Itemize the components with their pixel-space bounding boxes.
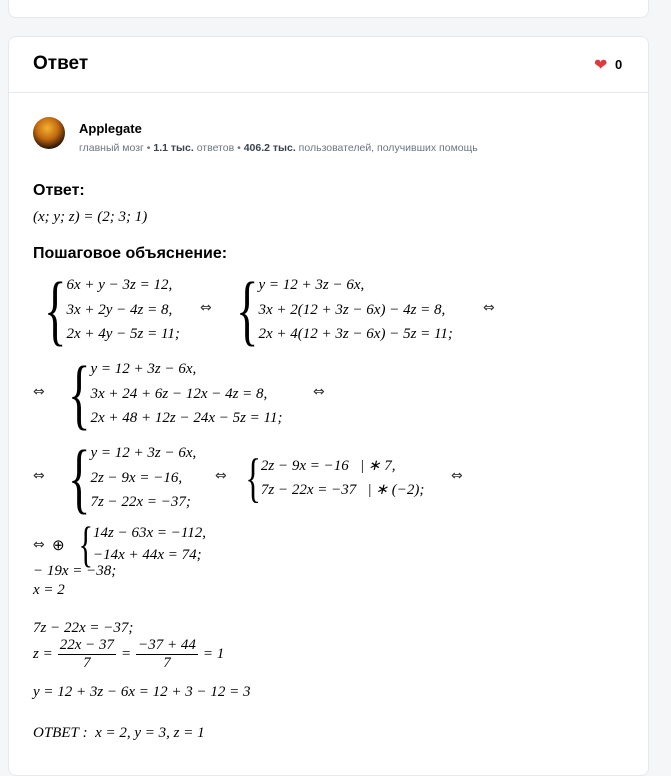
equals: = [121, 646, 132, 662]
denominator: 7 [163, 655, 171, 671]
equation: 3x + 2y − 4z = 8, [66, 301, 173, 318]
denominator: 7 [83, 655, 91, 671]
equivalence-icon: ⇔ [483, 300, 495, 316]
equivalence-icon: ⇔ [313, 384, 325, 400]
equation: y = 12 + 3z − 6x, [258, 277, 365, 294]
equation: 7z − 22x = −37; [90, 494, 191, 511]
answer-card [8, 36, 649, 776]
equivalence-icon: ⇔ [33, 537, 45, 553]
brace-icon: { [245, 448, 261, 508]
equation: 2x + 48 + 12z − 24x − 5z = 11; [90, 410, 283, 427]
equation: 3x + 2(12 + 3z − 6x) − 4z = 8, [258, 301, 446, 318]
z-result: = 1 [202, 646, 225, 662]
equivalence-icon: ⇔ [33, 468, 45, 484]
system-5 [235, 448, 425, 508]
final-answer: ОТВЕТ : x = 2, y = 3, z = 1 [33, 725, 205, 741]
equation: 2z − 9x = −16, [90, 469, 183, 486]
explanation-heading: Пошаговое объяснение: [33, 245, 228, 262]
equation: 2x + 4(12 + 3z − 6x) − 5z = 11; [258, 326, 453, 343]
equivalence-icon: ⇔ [451, 468, 463, 484]
equation: −14x + 44x = 74; [93, 547, 202, 563]
oplus-icon: ⊕ [52, 538, 65, 554]
previous-card [8, 0, 649, 18]
author-rank: главный мозг [79, 142, 144, 154]
answer-title: Ответ [33, 53, 89, 74]
answer-value: (x; y; z) = (2; 3; 1) [33, 209, 148, 225]
numerator: 22x − 37 [59, 637, 114, 653]
equation-y: y = 12 + 3z − 6x = 12 + 3 − 12 = 3 [33, 684, 251, 700]
fraction [58, 637, 116, 672]
system-1 [29, 266, 180, 353]
brace-icon: { [78, 516, 93, 572]
heart-icon[interactable]: ❤ [594, 57, 608, 74]
equation: y = 12 + 3z − 6x, [90, 361, 197, 378]
equivalence-icon: ⇔ [33, 384, 45, 400]
answer-header [9, 37, 648, 93]
answers-label: ответов [196, 142, 235, 154]
system-6 [69, 516, 206, 572]
system-2 [221, 266, 453, 353]
numerator: −37 + 44 [138, 637, 196, 653]
equation: 2z − 9x = −16 | ∗ 7, [260, 457, 396, 474]
answer-heading: Ответ: [33, 182, 85, 199]
equation-7z: 7z − 22x = −37; [33, 620, 134, 636]
equivalence-icon: ⇔ [200, 300, 212, 316]
equation-z [33, 637, 224, 672]
brace-icon: { [67, 434, 91, 521]
helped-count: 406.2 тыс. [243, 142, 296, 154]
brace-icon: { [67, 350, 91, 437]
avatar[interactable] [33, 117, 65, 149]
brace-icon: { [235, 266, 259, 353]
fraction [136, 637, 198, 672]
author-meta: главный мозг • 1.1 тыс. ответов • 406.2 тыс. пользователей, получивших помощь [79, 142, 478, 154]
equation: 2x + 4y − 5z = 11; [66, 326, 180, 343]
equation-sum: − 19x = −38; [33, 563, 117, 579]
equivalence-icon: ⇔ [215, 468, 227, 484]
equation: 14z − 63x = −112, [93, 525, 206, 541]
system-4 [53, 434, 197, 521]
z-prefix: z = [33, 646, 53, 662]
equation-x: x = 2 [33, 582, 65, 598]
helped-label: пользователей, получивших помощь [298, 142, 478, 154]
equation: 7z − 22x = −37 | ∗ (−2); [260, 482, 425, 498]
equation: 3x + 24 + 6z − 12x − 4z = 8, [90, 385, 268, 402]
answers-count: 1.1 тыс. [153, 142, 194, 154]
brace-icon: { [43, 266, 67, 353]
likes-count: 0 [615, 57, 623, 72]
equation: y = 12 + 3z − 6x, [90, 445, 197, 462]
author-name[interactable]: Applegate [79, 121, 142, 136]
equation: 6x + y − 3z = 12, [66, 277, 173, 294]
system-3 [53, 350, 283, 437]
